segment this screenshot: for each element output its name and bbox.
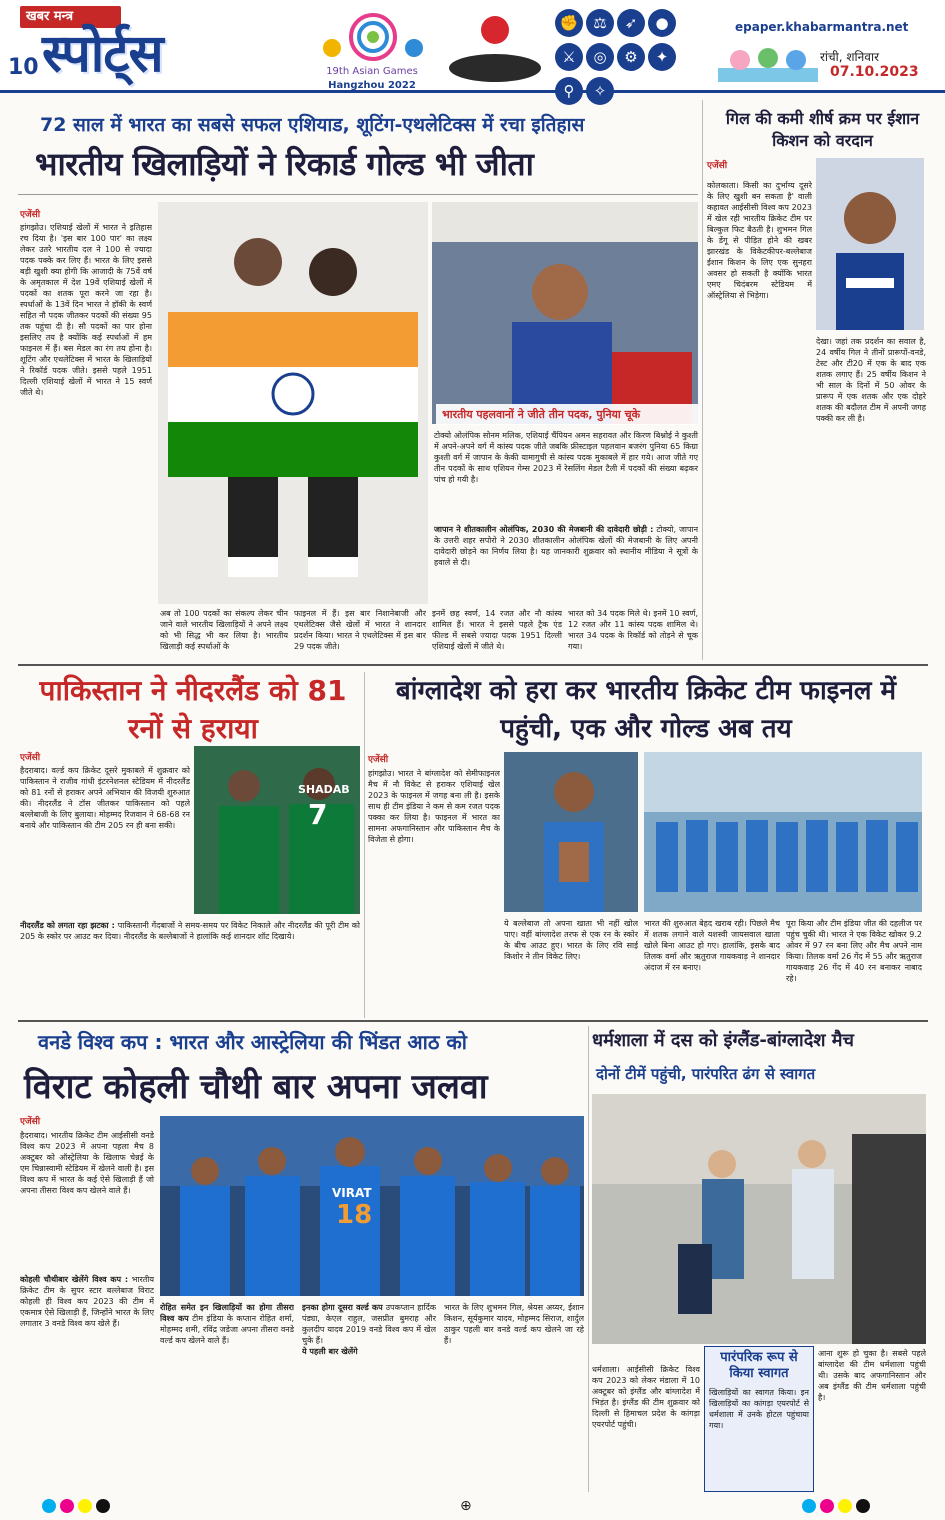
weightlifting-icon: ⚖ (586, 9, 614, 37)
kohli-sub4: ये पहली बार खेलेंगे (302, 1347, 358, 1356)
kohli-jersey-number: 18 (336, 1200, 373, 1230)
wrestling-body: टोक्यो ओलंपिक सोनम मलिक, एशियाई चैंपियन अमन सहरावत और किरण बिश्नोई ने कुश्ती में अपने-अपने वर्ग में कांस्य पदक जीते जबकि फ्रीस्टाइल पहलवान बजरंग पुनिया 65 किग्रा कुश्ती वर्ग में जापान के केकी यामागुची से कांस्य पदक मुकाबले में हार गये। आज जीते गए तीन पदकों के साथ एशियन गेम्स 2023 में रेसलिंग मेडल टैली में पदकों की संख्या बढ़कर पांच हो गयी है। (434, 431, 698, 484)
lead-body: हांगझोउ। एशियाई खेलों में भारत ने इतिहास रच दिया है। 'इस बार 100 पार' का लक्ष्य लेकर उतरे भारतीय दल ने 100 से ज्यादा पदक पक्के कर लिए हैं। भारत के लिए इससे बड़ी खुशी क्या होगी कि आजादी के 75वें वर्ष के अमृतकाल में देश 19वें एशियाई खेलों में पदकों का शतक पूरा करने जा रहा है। स्पर्धाओं के 13वें दिन भारत ने हॉकी के स्वर्ण सहित नौ पदक जीतकर पदकों की संख्या 95 तक पहुंचा दी है। सौ पदकों का पार होना इसलिए तय है क्योंकि कई स्पर्धाओं में हम फाइनल में हैं। बस मेडल का रंग तय होना है। शूटिंग और एथलेटिक्स में भारत के खिलाड़ियों ने रिकॉर्ड पदक जीते। इससे पहले 1951 दिल्ली एशियाई खेलों में भारत ने 15 स्वर्ण जीते थे। (20, 223, 152, 397)
boxing-icon: ✊ (555, 9, 583, 37)
wrestling-caption: भारतीय पहलवानों ने जीते तीन पदक, पुनिया चूके (436, 404, 698, 425)
gill-byline: एजेंसी (707, 161, 728, 171)
olympics-story (434, 524, 698, 608)
masthead (0, 0, 945, 100)
pak-body: हैदराबाद। वर्ल्ड कप क्रिकेट दूसरे मुकाबले में शुक्रवार को पाकिस्तान ने राजीव गांधी इंटरनेशनल स्टेडियम में नीदरलैंड को 81 रनों से हराकर अपने अभियान की विजयी शुरुआत की। नीदरलैंड ने टॉस जीतकर पाकिस्तान को पहले बल्लेबाजी के लिए बुलाया। मोहम्मद रिजवान ने 68-68 रन बनाये और पाकिस्तान की टीम 205 रन ही बना सकी। (20, 766, 190, 830)
crosshair-icon: ⊕ (460, 1498, 472, 1514)
kohli-section-1 (20, 1274, 154, 1490)
kohli-sub4-body: भारत के लिए शुभमन गिल, श्रेयस अय्यर, ईशान किशन, सूर्यकुमार यादव, मोहम्मद सिराज, शार्दुल ठाकुर पहली बार वनडे वर्ल्ड कप खेलने जा रहे हैं। (444, 1303, 584, 1345)
asian-games-logo (318, 8, 428, 66)
kohli-sub1: कोहली चौथीबार खेलेंगे विश्व कप : (20, 1275, 129, 1284)
divider (18, 664, 928, 666)
pak-headline: पाकिस्तान ने नीदरलैंड को 81 रनों से हराया (39, 674, 347, 745)
kohli-jersey-text: VIRAT (332, 1186, 372, 1200)
divider (18, 1020, 928, 1022)
olympics-lead: जापान ने शीतकालीन ओलंपिक, 2030 की मेजबानी की दावेदारी छोड़ी : (434, 525, 654, 534)
kohli-section-3 (302, 1302, 436, 1490)
event-name: 19th Asian Games (326, 66, 418, 77)
city-day: रांची, शनिवार (820, 50, 879, 64)
ban-headline: बांग्लादेश को हरा कर भारतीय क्रिकेट टीम फाइनल में पहुंची, एक और गोल्ड अब तय (395, 676, 897, 744)
lead-headline: भारतीय खिलाड़ियों ने रिकार्ड गोल्ड भी जीता (35, 145, 534, 183)
fencing-icon: ⚔ (555, 43, 583, 71)
volleyball-icon: ● (648, 9, 676, 37)
wrestling-photo (432, 202, 698, 424)
gill-headline: गिल की कमी शीर्ष क्रम पर ईशान किशन को वरदान (725, 109, 920, 150)
eng-body-2: आना शुरू हो चुका है। सबसे पहले बांग्लादेश की टीम धर्मशाला पहुंची थी। उसके बाद अफगानिस्तान और अब इंग्लैंड की टीम धर्मशाला पहुंची है। (818, 1349, 926, 1402)
lead-byline: एजेंसी (20, 210, 41, 220)
shooting-icon: ◎ (586, 43, 614, 71)
ishan-kishan-photo (816, 158, 924, 330)
pak-subhead: नीदरलैंड को लगता रहा झटका : (20, 921, 115, 930)
ban-byline: एजेंसी (368, 755, 389, 765)
indian-team-lineup-photo (644, 752, 922, 912)
pak-byline: एजेंसी (20, 753, 41, 763)
kohli-byline: एजेंसी (20, 1117, 41, 1127)
mascot-illustration (718, 38, 818, 84)
kohli-sub3-body: उपकप्तान हार्दिक पंड्या, केएल राहुल, जसप्रीत बुमराह और कुलदीप यादव 2019 वनडे विश्व कप में खेल चुके हैं। (302, 1303, 436, 1345)
flag-bearers-photo (158, 202, 428, 604)
cycling-icon: ⚙ (617, 43, 645, 71)
eng-body: धर्मशाला। आईसीसी क्रिकेट विश्व कप 2023 को लेकर मंडाला में 10 अक्टूबर को इंग्लैंड और बांग्लादेश में भिड़ंत है। इंग्लैंड की टीम शुक्रवार को दिल्ली से हिमाचल प्रदेश के कांगड़ा एयरपोर्ट पहुंची। (592, 1365, 700, 1429)
event-city: Hangzhou 2022 (328, 80, 416, 91)
eng-box (704, 1346, 814, 1492)
ban-body-4: पूरा किया और टीम इंडिया जीत की दहलीज पर पहुंच चुकी थी। भारत ने एक विकेट खोकर 9.2 ओवर में 97 रन बना लिए और मैच अपने नाम किया। तिलक वर्मा 26 गेंद में 55 और ऋतुराज गायकवाड़ 26 गेंद में 40 रन बनाकर नाबाद रहे। (786, 919, 922, 983)
section-title: स्पोर्ट्स (42, 24, 163, 84)
pakistan-team-photo (194, 746, 360, 914)
issue-date: 07.10.2023 (830, 64, 919, 80)
kohli-sub1-body: भारतीय क्रिकेट टीम के सुपर स्टार बल्लेबाज विराट कोहली ही विश्व कप 2023 की टीम में एकमात्र ऐसे खिलाड़ी हैं, जिन्होंने भारत के लिए लगातार 3 वनडे विश्व कप खेले हैं। (20, 1275, 154, 1328)
gill-body: कोलकाता। किसी का दुर्भाग्य दूसरे के लिए खुशी बन सकता है' वाली कहावत आईसीसी विश्व कप 2023 में खेल रही भारतीय क्रिकेट टीम पर बिल्कुल फिट बैठती है। शुभमन गिल के डेंगू से पीड़ित होने की खबर झारखंड के विकेटकीपर-बल्लेबाज ईशान किशन के लिए एक सुनहरा अवसर हो सकती है क्योंकि भारत एमए चिदंबरम स्टेडियम में ऑस्ट्रेलिया से भिड़ेगा। (707, 181, 812, 300)
hockey-icon: ⚲ (555, 77, 583, 105)
sport-icons (555, 8, 700, 110)
pak-body-2: पाकिस्तानी गेंदबाजों ने समय-समय पर विकेट निकाले और नीदरलैंड की पूरी टीम को 205 के स्कोर पर आउट कर दिया। नीदरलैंड के बल्लेबाजों ने हालांकि कई शानदार शॉट दिखाये। (20, 921, 360, 941)
lead-col3: फाइनल में हैं। इस बार निशानेबाजी और एथलेटिक्स जैसे खेलों में भारत ने शानदार प्रदर्शन किया। भारत ने एथलेटिक्स में इस बार 29 पदक जीते। (294, 609, 426, 651)
eng-box-title: पारंपरिक रूप से किया स्वागत (720, 1350, 798, 1381)
column-divider (588, 1026, 589, 1492)
wrestling-icon: ✦ (648, 43, 676, 71)
column-divider (702, 100, 703, 660)
sun-emblem (445, 10, 545, 86)
jersey-name: SHADAB (298, 783, 350, 796)
lead-col5: भारत को 34 पदक मिले थे। इनमें 10 स्वर्ण, 12 रजत और 11 कांस्य पदक शामिल थे। भारत 34 पदक के रिकॉर्ड को तोड़ने से चूक गया। (568, 609, 698, 651)
indian-batter-photo (504, 752, 638, 912)
eng-headline: धर्मशाला में दस को इंग्लैंड-बांग्लादेश मैच (592, 1030, 854, 1051)
kohli-section-2 (160, 1302, 294, 1490)
ban-body-3: भारत की शुरुआत बेहद खराब रही। पिछले मैच में शतक लगाने वाले यशस्वी जायसवाल खाता खोले बिना आउट हो गए। हालांकि, इसके बाद तिलक वर्मा और ऋतुराज गायकवाड़ ने शानदार अंदाज में रन बनाए। (644, 919, 780, 972)
kohli-sub2: रोहित समेत इन खिलाड़ियों का होगा तीसरा विश्व कप (160, 1303, 294, 1323)
brand-logo: खबर मन्त्र (20, 6, 121, 28)
kohli-body: हैदराबाद। भारतीय क्रिकेट टीम आईसीसी वनडे विश्व कप 2023 में अपना पहला मैच 8 अक्टूबर को ऑस्ट्रेलिया के खिलाफ चेन्नई के एम चिन्नास्वामी स्टेडियम में खेलने वाली है। इस विश्व कप में भारत के कई ऐसे खिलाड़ी हैं जो अपना तीसरा विश्व कप खेलने वाले हैं। (20, 1131, 154, 1195)
print-registration-marks (0, 1496, 945, 1517)
england-team-arrival-photo (592, 1094, 926, 1344)
epaper-url[interactable]: epaper.khabarmantra.net (735, 20, 909, 34)
lead-col4: इनमें छह स्वर्ण, 14 रजत और नौ कांस्य शामिल हैं। भारत ने इससे पहले ट्रैक एंड फील्ड में सबसे ज्यादा पदक 1951 दिल्ली एशियाई खेलों में जीते थे। (432, 609, 562, 651)
jersey-number: 7 (308, 798, 328, 831)
running-icon: ➶ (617, 9, 645, 37)
divider (18, 194, 698, 195)
olympics-body: टोक्यो, जापान के उत्तरी शहर सपोरो ने 2030 शीतकालीन ओलंपिक खेलों की मेजबानी के लिए अपनी दावेदारी छोड़ने का निर्णय लिया है। यह जानकारी शुक्रवार को स्थानीय मीडिया ने सूत्रों के हवाले से दी। (434, 525, 698, 567)
eng-box-body: खिलाड़ियों का स्वागत किया। इन खिलाड़ियों का कांगड़ा एयरपोर्ट से धर्मशाला में उनके होटल पहुंचाया गया। (709, 1388, 809, 1430)
kohli-headline: विराट कोहली चौथी बार अपना जलवा (24, 1067, 488, 1107)
kohli-sub2-body: टीम इंडिया के कप्तान रोहित शर्मा, मोहम्मद शमी, रविंद्र जडेजा अपना तीसरा वनडे वर्ल्ड कप खेलने वाले हैं। (160, 1314, 294, 1345)
lead-kicker: 72 साल में भारत का सबसे सफल एशियाड, शूटिंग-एथलेटिक्स में रचा इतिहास (40, 114, 585, 136)
lead-col2: अब तो 100 पदकों का संकल्प लेकर चीन जाने वाले भारतीय खिलाड़ियों ने अपने लक्ष्य को भी सिद्ध भी कर लिया है। भारतीय खिलाड़ी कई स्पर्धाओं के (160, 609, 288, 651)
page-number: 10 (8, 55, 39, 80)
eng-subhead: दोनों टीमें पहुंची, पारंपरित ढंग से स्वागत (596, 1065, 816, 1083)
kohli-sub3: इनका होगा दूसरा वर्ल्ड कप (302, 1303, 383, 1312)
ban-body-2: ये बल्लेबाज तो अपना खाता भी नहीं खोल पाए। वहीं बांग्लादेश तरफ से एक रन के स्कोर के बीच आउट हुए। भारत के लिए रवि साई किशोर ने तीन विकेट लिए। (504, 919, 638, 961)
kohli-kicker: वनडे विश्व कप : भारत और आस्ट्रेलिया की भिंडत आठ को (38, 1030, 467, 1054)
gill-body-2: देखा। जहां तक प्रदर्शन का सवाल है, 24 वर्षीय गिल ने तीनों प्रारूपों-वनडे, टेस्ट और टी20 में एक के बाद एक शतक लगाए हैं। 25 वर्षीय किशन ने भी साल के दिनों में 50 ओवर के प्रारूप में एक शतक और एक दोहरे शतक की बदौलत टीम में अपनी जगह पक्की कर ली है। (816, 337, 926, 423)
gymnastics-icon: ✧ (586, 77, 614, 105)
pak-story-2 (20, 920, 360, 1016)
column-divider (364, 672, 365, 1018)
ban-body: हांगझोउ। भारत ने बांग्लादेश को सेमीफाइनल मैच में नौ विकेट से हराकर एशियाई खेल 2023 के फाइनल में जगह बना ली है। इसके साथ ही टीम इंडिया ने कम से कम रजत पदक पक्का कर लिया है। फाइनल में भारत का सामना अफगानिस्तान और पाकिस्तान मैच के विजेता से होगा। (368, 769, 500, 844)
